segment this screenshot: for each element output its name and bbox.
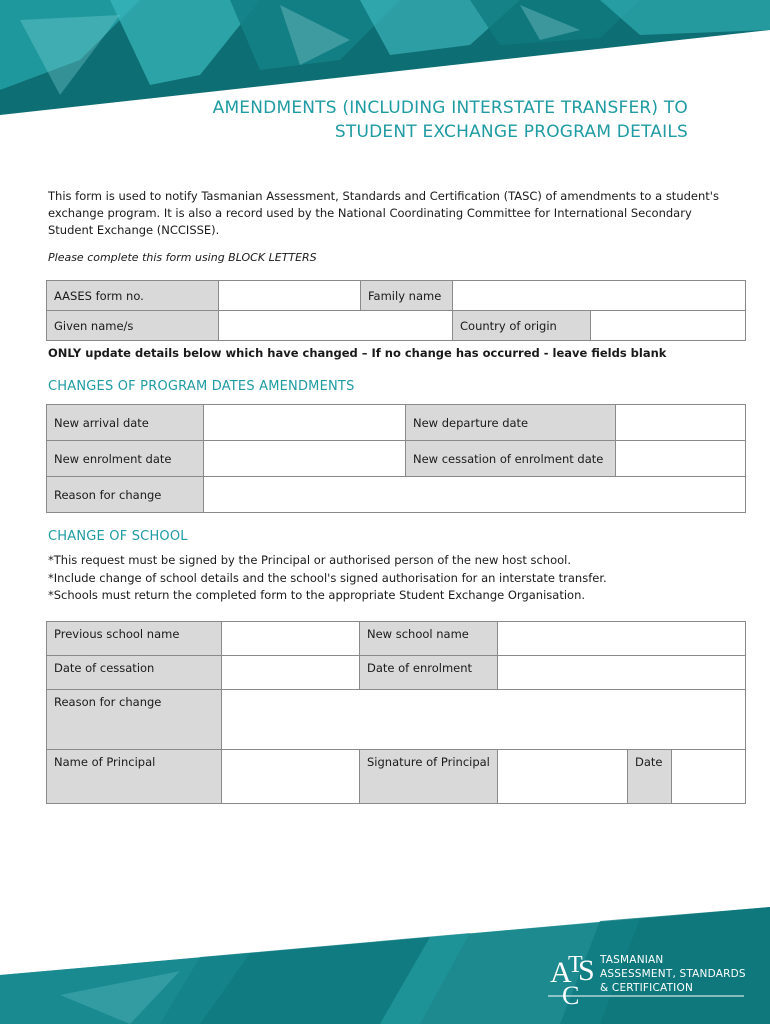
new-cessation-date-field[interactable] — [616, 441, 746, 477]
aases-form-no-label: AASES form no. — [47, 281, 219, 311]
change-of-school-table — [46, 621, 746, 804]
principal-signature-field[interactable] — [498, 750, 628, 804]
form-title — [40, 96, 688, 144]
logo-line: & CERTIFICATION — [600, 982, 693, 994]
given-names-field[interactable] — [219, 311, 453, 341]
new-arrival-date-label: New arrival date — [47, 405, 204, 441]
date-field[interactable] — [672, 750, 746, 804]
new-cessation-date-label: New cessation of enrolment date — [406, 441, 616, 477]
new-enrolment-date-label: New enrolment date — [47, 441, 204, 477]
school-note: *This request must be signed by the Principal or authorised person of the new host school. — [48, 553, 572, 567]
svg-text:C: C — [562, 981, 580, 1010]
logo-line: ASSESSMENT, STANDARDS — [600, 968, 746, 980]
date-of-enrolment-field[interactable] — [498, 656, 746, 690]
instruction-text: Please complete this form using BLOCK LETTERS — [48, 251, 317, 264]
date-label: Date — [628, 750, 672, 804]
form-title-line-2: STUDENT EXCHANGE PROGRAM DETAILS — [334, 122, 688, 142]
form-title-line-1: AMENDMENTS (INCLUDING INTERSTATE TRANSFER) TO — [212, 98, 688, 118]
given-names-label: Given name/s — [47, 311, 219, 341]
principal-name-field[interactable] — [222, 750, 360, 804]
previous-school-field[interactable] — [222, 622, 360, 656]
principal-signature-label: Signature of Principal — [360, 750, 498, 804]
previous-school-label: Previous school name — [47, 622, 222, 656]
family-name-label: Family name — [361, 281, 453, 311]
date-of-cessation-field[interactable] — [222, 656, 360, 690]
family-name-field[interactable] — [453, 281, 746, 311]
svg-text:A: A — [550, 956, 572, 989]
school-note: *Schools must return the completed form to the appropriate Student Exchange Organisation. — [48, 588, 586, 602]
update-notice: ONLY update details below which have changed – If no change has occurred - leave fields blank — [48, 346, 667, 360]
new-school-label: New school name — [360, 622, 498, 656]
svg-text:T: T — [568, 952, 583, 978]
program-dates-heading: CHANGES OF PROGRAM DATES AMENDMENTS — [48, 379, 355, 394]
tasc-logo-text — [600, 953, 746, 995]
principal-name-label: Name of Principal — [47, 750, 222, 804]
country-of-origin-label: Country of origin — [453, 311, 591, 341]
new-enrolment-date-field[interactable] — [204, 441, 406, 477]
program-dates-table — [46, 404, 746, 513]
change-of-school-heading: CHANGE OF SCHOOL — [48, 529, 188, 544]
date-of-cessation-label: Date of cessation — [47, 656, 222, 690]
svg-text:S: S — [578, 954, 595, 987]
school-note: *Include change of school details and the school's signed authorisation for an interstate transfer. — [48, 570, 607, 585]
new-departure-date-field[interactable] — [616, 405, 746, 441]
school-notes — [48, 552, 607, 605]
program-reason-field[interactable] — [204, 477, 746, 513]
program-reason-label: Reason for change — [47, 477, 204, 513]
student-details-table — [46, 280, 746, 341]
school-reason-label: Reason for change — [47, 690, 222, 750]
new-school-field[interactable] — [498, 622, 746, 656]
school-reason-field[interactable] — [222, 690, 746, 750]
logo-line: TASMANIAN — [600, 954, 664, 966]
date-of-enrolment-label: Date of enrolment — [360, 656, 498, 690]
new-arrival-date-field[interactable] — [204, 405, 406, 441]
intro-paragraph: This form is used to notify Tasmanian Assessment, Standards and Certification (TASC) of amendments to a student's exchange program. It is also a record used by the National Coordinating Committee for International Secondary Student Exchange (NCCISSE). — [48, 189, 719, 237]
aases-form-no-field[interactable] — [219, 281, 361, 311]
new-departure-date-label: New departure date — [406, 405, 616, 441]
country-of-origin-field[interactable] — [591, 311, 746, 341]
